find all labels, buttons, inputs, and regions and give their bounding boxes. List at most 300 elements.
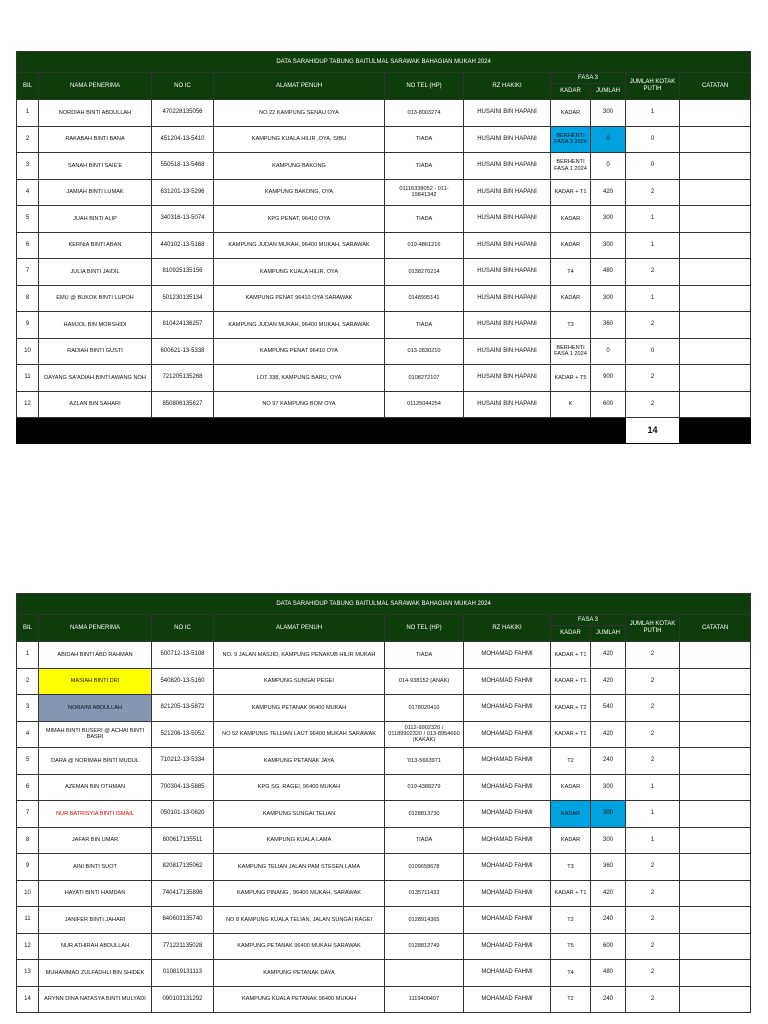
cell-nama: EMU @ BUKOK BINTI LUPOH — [39, 285, 152, 312]
cell-kadar: T4 — [551, 259, 591, 286]
cell-rz: MOHAMAD FAHMI — [464, 668, 551, 695]
cell-kotak: 1 — [626, 206, 680, 233]
cell-jumlah: 300 — [591, 285, 626, 312]
cell-jumlah: 0 — [591, 153, 626, 180]
cell-jumlah: 300 — [591, 827, 626, 854]
cell-rz: HUSAINI BIN HAPANI — [464, 391, 551, 418]
header-tel: NO TEL (HP) — [385, 73, 464, 100]
cell-tel — [385, 960, 464, 987]
cell-rz: MOHAMAD FAHMI — [464, 907, 551, 934]
header-kadar: KADAR — [551, 626, 591, 642]
cell-ic: 740417135896 — [152, 880, 214, 907]
cell-kadar: KADAR + T1 — [551, 880, 591, 907]
cell-catatan — [680, 153, 751, 180]
cell-nama: ARYNN DINA NATASYA BINTI MULYADI — [39, 986, 152, 1013]
cell-ic: 440102-13-5168 — [152, 232, 214, 259]
cell-rz: HUSAINI BIN HAPANI — [464, 206, 551, 233]
cell-tel: TIADA — [385, 312, 464, 339]
cell-kotak: 2 — [626, 907, 680, 934]
header-fasa: FASA 3 — [551, 73, 626, 84]
table-row — [17, 179, 751, 206]
cell-catatan — [680, 695, 751, 722]
cell-bil: 4 — [17, 179, 39, 206]
header-jumlah: JUMLAH — [591, 626, 626, 642]
cell-jumlah: 240 — [591, 986, 626, 1013]
cell-tel: 0138270214 — [385, 259, 464, 286]
cell-jumlah: 480 — [591, 259, 626, 286]
cell-catatan — [680, 391, 751, 418]
cell-kadar: BERHENTI FASA 1 2024 — [551, 338, 591, 365]
cell-jumlah: 900 — [591, 365, 626, 392]
cell-alamat: KAMPUNG PETANAK 96400 MUKAH — [214, 695, 385, 722]
cell-tel: 0112-9902320 / 01189902320 / 013-8954660 (KAKAK) — [385, 721, 464, 748]
cell-bil: 3 — [17, 695, 39, 722]
cell-nama: NUR ATHIRAH ABDULLAH — [39, 933, 152, 960]
table-row — [17, 854, 751, 881]
cell-kadar: KADAR + T2 — [551, 695, 591, 722]
cell-alamat: KAMPUNG JUDAN MUKAH, 96400 MUKAH, SARAWAK — [214, 312, 385, 339]
cell-alamat: KAMPUNG PETANAK JAYA — [214, 748, 385, 775]
cell-kadar: KADAR — [551, 774, 591, 801]
cell-alamat: KAMPUNG BAKONG, OYA — [214, 179, 385, 206]
cell-tel: '013-5663971 — [385, 748, 464, 775]
cell-rz: HUSAINI BIN HAPANI — [464, 285, 551, 312]
cell-kadar: KADAR + T1 — [551, 668, 591, 695]
cell-nama: MUHAMMAD ZULFADHLI BIN SHIDEK — [39, 960, 152, 987]
cell-bil: 5 — [17, 206, 39, 233]
cell-ic: 010819131113 — [152, 960, 214, 987]
cell-catatan — [680, 880, 751, 907]
cell-kotak: 1 — [626, 285, 680, 312]
header-kadar: KADAR — [551, 84, 591, 100]
cell-bil: 8 — [17, 827, 39, 854]
cell-ic: 451204-13-5410 — [152, 126, 214, 153]
cell-kotak: 2 — [626, 933, 680, 960]
cell-ic: 090103131292 — [152, 986, 214, 1013]
cell-ic: 470228135056 — [152, 100, 214, 127]
cell-rz: MOHAMAD FAHMI — [464, 748, 551, 775]
cell-tel: 014-938152 (ANAK) — [385, 668, 464, 695]
cell-alamat: KAMPUNG SUNGAI PEGEI — [214, 668, 385, 695]
cell-ic: 501230135134 — [152, 285, 214, 312]
table-row — [17, 933, 751, 960]
cell-jumlah: 240 — [591, 907, 626, 934]
cell-kotak: 1 — [626, 774, 680, 801]
cell-kadar: T2 — [551, 907, 591, 934]
header-nama: NAMA PENERIMA — [39, 615, 152, 642]
cell-rz: HUSAINI BIN HAPANI — [464, 365, 551, 392]
table-row — [17, 338, 751, 365]
header-bil: BIL — [17, 615, 39, 642]
cell-kadar: K — [551, 391, 591, 418]
table-row — [17, 126, 751, 153]
cell-ic: 631201-13-5296 — [152, 179, 214, 206]
cell-kotak: 0 — [626, 153, 680, 180]
total-filler-end — [680, 418, 751, 444]
table-title: DATA SARAHIDUP TABUNG BAITULMAL SARAWAK BAHAGIAN MUKAH 2024 — [17, 52, 751, 73]
cell-nama: MASIAH BINTI DRI — [39, 668, 152, 695]
cell-ic: 340316-13-5074 — [152, 206, 214, 233]
cell-bil: 10 — [17, 338, 39, 365]
cell-kotak: 1 — [626, 100, 680, 127]
cell-jumlah: 240 — [591, 748, 626, 775]
cell-rz: MOHAMAD FAHMI — [464, 721, 551, 748]
header-catatan: CATATAN — [680, 615, 751, 642]
cell-tel: 0135711433 — [385, 880, 464, 907]
cell-ic: 600617135511 — [152, 827, 214, 854]
cell-kotak: 1 — [626, 827, 680, 854]
cell-tel: TIADA — [385, 827, 464, 854]
cell-kotak: 0 — [626, 126, 680, 153]
cell-kotak: 2 — [626, 179, 680, 206]
table-row — [17, 391, 751, 418]
cell-rz: HUSAINI BIN HAPANI — [464, 179, 551, 206]
cell-kotak: 2 — [626, 721, 680, 748]
cell-rz: MOHAMAD FAHMI — [464, 933, 551, 960]
cell-bil: 5 — [17, 748, 39, 775]
cell-nama: JULIA BINTI JAIDIL — [39, 259, 152, 286]
cell-ic: 500712-13-5108 — [152, 642, 214, 669]
cell-tel: 0128914365 — [385, 907, 464, 934]
cell-kadar: KADAR + T1 — [551, 721, 591, 748]
cell-ic: 050101-13-0820 — [152, 801, 214, 828]
cell-ic: 820817135062 — [152, 854, 214, 881]
cell-kadar: T3 — [551, 854, 591, 881]
cell-rz: MOHAMAD FAHMI — [464, 801, 551, 828]
cell-catatan — [680, 801, 751, 828]
cell-tel: 0109658678 — [385, 854, 464, 881]
cell-kadar: KADAR — [551, 206, 591, 233]
table-row — [17, 232, 751, 259]
cell-kadar: KADAR — [551, 285, 591, 312]
cell-kadar: KADAR — [551, 801, 591, 828]
cell-ic: 540820-13-5160 — [152, 668, 214, 695]
cell-catatan — [680, 312, 751, 339]
cell-ic: 700304-13-5885 — [152, 774, 214, 801]
cell-nama: JAFAR BIN UMAR — [39, 827, 152, 854]
table-row — [17, 827, 751, 854]
cell-kotak: 2 — [626, 391, 680, 418]
cell-tel: 019-4388279 — [385, 774, 464, 801]
cell-kadar: KADAR + T5 — [551, 365, 591, 392]
cell-alamat: KPG SG. RAGEI, 96400 MUKAH — [214, 774, 385, 801]
cell-kadar: KADAR + T1 — [551, 179, 591, 206]
cell-catatan — [680, 854, 751, 881]
cell-kadar: KADAR — [551, 827, 591, 854]
table-row — [17, 695, 751, 722]
cell-rz: HUSAINI BIN HAPANI — [464, 338, 551, 365]
table-row — [17, 880, 751, 907]
cell-catatan — [680, 986, 751, 1013]
cell-catatan — [680, 259, 751, 286]
cell-nama: NORDIAH BINTI ABDULLAH — [39, 100, 152, 127]
table-row — [17, 100, 751, 127]
table-row — [17, 365, 751, 392]
spreadsheet-table-1 — [16, 51, 750, 444]
cell-bil: 12 — [17, 933, 39, 960]
cell-bil: 9 — [17, 312, 39, 339]
table-row — [17, 285, 751, 312]
header-rz: RZ HAKIKI — [464, 73, 551, 100]
cell-nama: JUAH BINTI ALIP — [39, 206, 152, 233]
cell-alamat: KAMPUNG PENAT 96410 OYA — [214, 338, 385, 365]
table-row — [17, 960, 751, 987]
cell-catatan — [680, 827, 751, 854]
cell-tel: 013-2830210 — [385, 338, 464, 365]
cell-kotak: 2 — [626, 854, 680, 881]
cell-jumlah: 480 — [591, 960, 626, 987]
cell-tel: 019-4861216 — [385, 232, 464, 259]
cell-catatan — [680, 365, 751, 392]
cell-nama: DAYANG SA'ADIAH BINTI AWANG NOH — [39, 365, 152, 392]
cell-alamat: LOT 338, KAMPUNG BARU, OYA — [214, 365, 385, 392]
cell-jumlah: 300 — [591, 100, 626, 127]
cell-bil: 14 — [17, 986, 39, 1013]
cell-bil: 11 — [17, 907, 39, 934]
header-fasa: FASA 3 — [551, 615, 626, 626]
cell-kotak: 2 — [626, 748, 680, 775]
cell-bil: 1 — [17, 100, 39, 127]
cell-bil: 7 — [17, 259, 39, 286]
cell-bil: 8 — [17, 285, 39, 312]
cell-jumlah: 420 — [591, 668, 626, 695]
table-row — [17, 312, 751, 339]
table-row — [17, 259, 751, 286]
cell-tel: TIADA — [385, 642, 464, 669]
cell-bil: 9 — [17, 854, 39, 881]
table-row — [17, 801, 751, 828]
cell-kotak: 2 — [626, 365, 680, 392]
cell-bil: 2 — [17, 126, 39, 153]
cell-alamat: NO 8 KAMPUNG KUALA TELIAN, JALAN SUNGAI RAGEI — [214, 907, 385, 934]
cell-ic: 810424136257 — [152, 312, 214, 339]
cell-alamat: NO 22 KAMPUNG SENAU OYA — [214, 100, 385, 127]
cell-tel: 013-8003274 — [385, 100, 464, 127]
cell-alamat: KAMPUNG PINANG , 96400 MUKAH, SARAWAK — [214, 880, 385, 907]
cell-kadar: KADAR — [551, 232, 591, 259]
table-row — [17, 774, 751, 801]
cell-tel: 1119400407 — [385, 986, 464, 1013]
cell-tel: 0108272107 — [385, 365, 464, 392]
cell-alamat: NO 97 KAMPUNG BOM OYA — [214, 391, 385, 418]
cell-nama: RADIAH BINTI GUSTI — [39, 338, 152, 365]
cell-jumlah: 0 — [591, 126, 626, 153]
table-row — [17, 748, 751, 775]
header-bil: BIL — [17, 73, 39, 100]
cell-rz: MOHAMAD FAHMI — [464, 827, 551, 854]
cell-nama: AINI BINTI SUOT — [39, 854, 152, 881]
cell-nama: NUR BATRISYIA BINTI ISMAIL — [39, 801, 152, 828]
cell-kadar: T3 — [551, 312, 591, 339]
cell-jumlah: 300 — [591, 774, 626, 801]
cell-alamat: KAMPUNG PETANAK DAYA — [214, 960, 385, 987]
cell-rz: MOHAMAD FAHMI — [464, 774, 551, 801]
cell-bil: 6 — [17, 774, 39, 801]
table-row — [17, 206, 751, 233]
cell-kadar: KADAR — [551, 100, 591, 127]
cell-kotak: 2 — [626, 668, 680, 695]
header-tel: NO TEL (HP) — [385, 615, 464, 642]
cell-jumlah: 360 — [591, 854, 626, 881]
cell-jumlah: 300 — [591, 206, 626, 233]
cell-catatan — [680, 774, 751, 801]
table-row — [17, 668, 751, 695]
cell-nama: NORAINI ABDULLAH — [39, 695, 152, 722]
table-row — [17, 721, 751, 748]
cell-kotak: 1 — [626, 232, 680, 259]
cell-ic: 771221135028 — [152, 933, 214, 960]
header-ic: NO IC — [152, 73, 214, 100]
cell-nama: MIMAH BINTI BUSERI @ ACHAI BINTI BASRI — [39, 721, 152, 748]
cell-nama: DARA @ NORIMAH BINTI MUDUL — [39, 748, 152, 775]
cell-kadar: T2 — [551, 748, 591, 775]
cell-rz: MOHAMAD FAHMI — [464, 695, 551, 722]
cell-kadar: T2 — [551, 986, 591, 1013]
cell-rz: MOHAMAD FAHMI — [464, 642, 551, 669]
cell-kadar: KADAR + T1 — [551, 642, 591, 669]
cell-kotak: 2 — [626, 642, 680, 669]
cell-alamat: KAMPUNG PETANAK 96400 MUKAH SARAWAK — [214, 933, 385, 960]
cell-kotak: 2 — [626, 259, 680, 286]
cell-rz: HUSAINI BIN HAPANI — [464, 100, 551, 127]
cell-bil: 2 — [17, 668, 39, 695]
cell-ic: 840603135740 — [152, 907, 214, 934]
cell-tel: 0128812749 — [385, 933, 464, 960]
cell-rz: HUSAINI BIN HAPANI — [464, 259, 551, 286]
cell-rz: MOHAMAD FAHMI — [464, 854, 551, 881]
cell-tel: TIADA — [385, 153, 464, 180]
total-kotak-putih: 14 — [626, 418, 680, 444]
cell-catatan — [680, 907, 751, 934]
cell-rz: HUSAINI BIN HAPANI — [464, 312, 551, 339]
cell-nama: AZLAN BIN SAHARI — [39, 391, 152, 418]
cell-rz: HUSAINI BIN HAPANI — [464, 232, 551, 259]
cell-rz: HUSAINI BIN HAPANI — [464, 126, 551, 153]
cell-nama: AZEMAN BIN OTHMAN — [39, 774, 152, 801]
total-row — [17, 418, 751, 444]
cell-catatan — [680, 179, 751, 206]
cell-kadar: BERHENTI FASA 3 2024 — [551, 126, 591, 153]
cell-rz: MOHAMAD FAHMI — [464, 960, 551, 987]
cell-nama: SANAH BINTI SAIE'E — [39, 153, 152, 180]
cell-jumlah: 0 — [591, 338, 626, 365]
cell-catatan — [680, 960, 751, 987]
cell-alamat: KAMPUNG KUALA PETANAK 96400 MUKAH — [214, 986, 385, 1013]
cell-nama: JANIFER BINTI JAHARI — [39, 907, 152, 934]
cell-kotak: 2 — [626, 695, 680, 722]
cell-nama: KERNIA BINTI ABAN — [39, 232, 152, 259]
table-row — [17, 642, 751, 669]
cell-alamat: KAMPUNG TELIAN JALAN PAM STESEN LAMA — [214, 854, 385, 881]
cell-jumlah: 540 — [591, 695, 626, 722]
header-alamat: ALAMAT PENUH — [214, 73, 385, 100]
total-filler — [17, 418, 626, 444]
cell-alamat: KAMPUNG KUALA HILIR, OYA — [214, 259, 385, 286]
cell-alamat: KPG PENAT, 96410 OYA — [214, 206, 385, 233]
cell-catatan — [680, 100, 751, 127]
header-kotak: JUMLAH KOTAK PUTIH — [626, 615, 680, 642]
cell-ic: 821205-13-5872 — [152, 695, 214, 722]
cell-kadar: BERHENTI FASA 1 2024 — [551, 153, 591, 180]
cell-catatan — [680, 206, 751, 233]
cell-catatan — [680, 126, 751, 153]
cell-jumlah: 420 — [591, 642, 626, 669]
header-catatan: CATATAN — [680, 73, 751, 100]
cell-kotak: 0 — [626, 338, 680, 365]
cell-bil: 13 — [17, 960, 39, 987]
cell-nama: HAYATI BINTI HAMDAN — [39, 880, 152, 907]
header-nama: NAMA PENERIMA — [39, 73, 152, 100]
cell-kotak: 2 — [626, 880, 680, 907]
cell-tel: TIADA — [385, 206, 464, 233]
cell-bil: 3 — [17, 153, 39, 180]
cell-tel: 0128813730 — [385, 801, 464, 828]
cell-kotak: 2 — [626, 960, 680, 987]
cell-bil: 7 — [17, 801, 39, 828]
cell-rz: HUSAINI BIN HAPANI — [464, 153, 551, 180]
header-rz: RZ HAKIKI — [464, 615, 551, 642]
cell-tel: 01116338052 - 011-19841342 — [385, 179, 464, 206]
cell-tel: 01125044254 — [385, 391, 464, 418]
cell-rz: MOHAMAD FAHMI — [464, 880, 551, 907]
cell-kotak: 2 — [626, 986, 680, 1013]
cell-ic: 810925135156 — [152, 259, 214, 286]
cell-catatan — [680, 748, 751, 775]
cell-ic: 850806135627 — [152, 391, 214, 418]
cell-ic: 710212-13-5334 — [152, 748, 214, 775]
cell-ic: 521206-13-5052 — [152, 721, 214, 748]
cell-bil: 12 — [17, 391, 39, 418]
cell-jumlah: 300 — [591, 801, 626, 828]
cell-bil: 11 — [17, 365, 39, 392]
cell-tel: 0148995141 — [385, 285, 464, 312]
header-alamat: ALAMAT PENUH — [214, 615, 385, 642]
cell-alamat: KAMPUNG JUDAN MUKAH, 96400 MUKAH, SARAWAK — [214, 232, 385, 259]
cell-alamat: KAMPUNG BAKONG — [214, 153, 385, 180]
cell-catatan — [680, 642, 751, 669]
header-kotak: JUMLAH KOTAK PUTIH — [626, 73, 680, 100]
table-row — [17, 907, 751, 934]
cell-catatan — [680, 721, 751, 748]
cell-alamat: NO 52 KAMPUNG TELLIAN LAUT 96400 MUKAH SARAWAK — [214, 721, 385, 748]
header-ic: NO IC — [152, 615, 214, 642]
header-jumlah: JUMLAH — [591, 84, 626, 100]
table-row — [17, 153, 751, 180]
cell-catatan — [680, 338, 751, 365]
cell-catatan — [680, 933, 751, 960]
cell-tel: TIADA — [385, 126, 464, 153]
cell-nama: JAMIAH BINTI LUMAK — [39, 179, 152, 206]
cell-bil: 1 — [17, 642, 39, 669]
cell-bil: 6 — [17, 232, 39, 259]
cell-kadar: T5 — [551, 933, 591, 960]
cell-jumlah: 600 — [591, 391, 626, 418]
cell-ic: 600621-13-5338 — [152, 338, 214, 365]
cell-kotak: 2 — [626, 312, 680, 339]
cell-bil: 10 — [17, 880, 39, 907]
cell-nama: ABIDAH BINTI ABD RAHMAN — [39, 642, 152, 669]
cell-jumlah: 360 — [591, 312, 626, 339]
cell-alamat: NO. 9 JALAN MASJID, KAMPUNG PENAKUB HILIR MUKAH — [214, 642, 385, 669]
cell-jumlah: 300 — [591, 232, 626, 259]
cell-alamat: KAMPUNG KUALA LAMA — [214, 827, 385, 854]
cell-nama: HAMJOL BIN MORSHIDI — [39, 312, 152, 339]
table-title: DATA SARAHIDUP TABUNG BAITULMAL SARAWAK BAHAGIAN MUKAH 2024 — [17, 594, 751, 615]
cell-catatan — [680, 232, 751, 259]
cell-alamat: KAMPUNG SUNGAI TELIAN — [214, 801, 385, 828]
cell-kadar: T4 — [551, 960, 591, 987]
cell-alamat: KAMPUNG KUALA HILIR ,OYA, SIBU — [214, 126, 385, 153]
